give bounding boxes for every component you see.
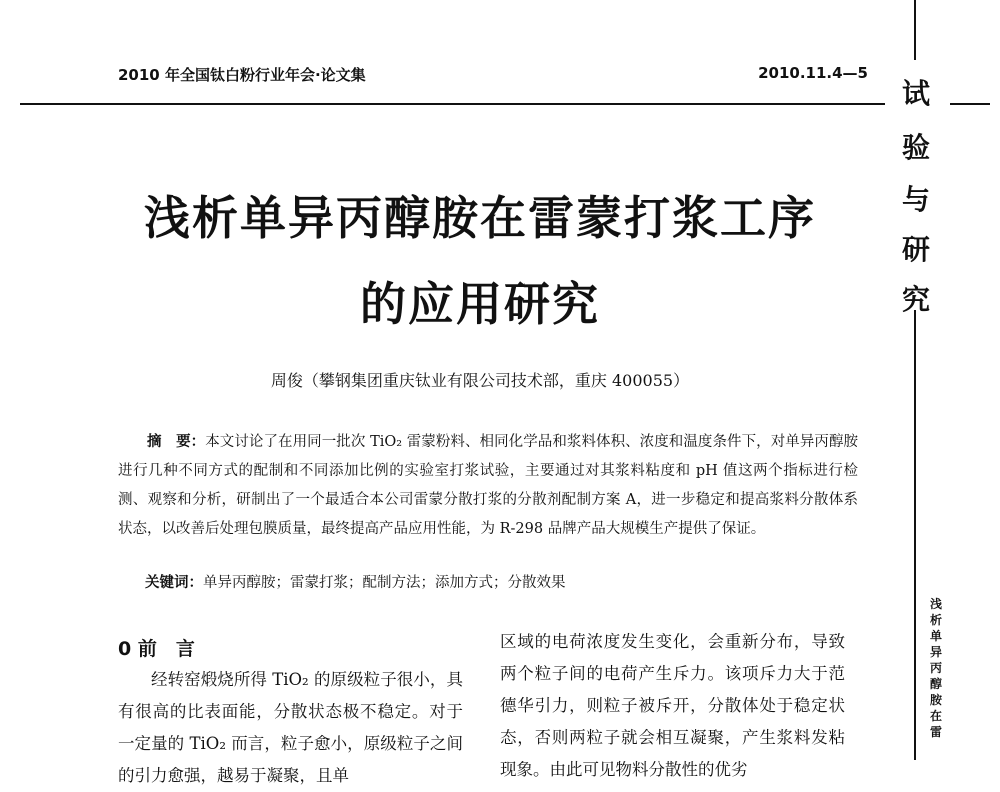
abstract	[118, 428, 858, 544]
running-header-date: 2010.11.4—5	[758, 64, 868, 82]
header-rule-right	[950, 103, 990, 105]
header-rule	[20, 103, 885, 105]
abstract-label: 摘 要：	[147, 434, 206, 450]
author-affiliation: 周俊（攀钢集团重庆钛业有限公司技术部，重庆 400055）	[270, 371, 690, 390]
section-label-char: 试	[901, 77, 930, 110]
paper-title-line-1: 浅析单异丙醇胺在雷蒙打浆工序	[144, 191, 816, 245]
section-label-char: 验	[901, 131, 930, 164]
section-label-char: 研	[901, 233, 930, 266]
side-divider-top	[914, 0, 916, 60]
body-column-right: 区域的电荷浓度发生变化，会重新分布，导致两个粒子间的电荷产生斥力。该项斥力大于范德华引力，则粒子被斥开，分散体处于稳定状态，否则两粒子就会相互凝聚，产生浆料发粘现象。由此可见物料分散性的优劣	[500, 632, 845, 779]
side-title-char: 胺	[929, 693, 942, 707]
side-title-char: 单	[929, 629, 942, 643]
side-title-char: 醇	[929, 677, 942, 691]
side-title-char: 异	[929, 645, 942, 659]
side-divider	[914, 310, 916, 760]
side-title-char: 在	[929, 709, 942, 723]
section-label-char: 究	[901, 283, 930, 316]
section-heading: 0 前 言	[118, 638, 195, 660]
paper-title-line-2: 的应用研究	[360, 277, 600, 331]
side-title-char: 雷	[929, 725, 942, 739]
side-title-char: 丙	[929, 661, 942, 675]
keywords-label: 关键词：	[145, 575, 203, 591]
keywords-text: 单异丙醇胺；雷蒙打浆；配制方法；添加方式；分散效果	[203, 575, 566, 591]
running-header-left: 2010 年全国钛白粉行业年会·论文集	[118, 66, 366, 84]
side-title-char: 浅	[929, 597, 942, 611]
side-running-title	[926, 596, 946, 740]
body-column-left: 经转窑煅烧所得 TiO₂ 的原级粒子很小，具有很高的比表面能，分散状态极不稳定。对于一定量的 TiO₂ 而言，粒子愈小，原级粒子之间的引力愈强，越易于凝聚，且单	[118, 670, 463, 785]
section-label-char: 与	[901, 183, 930, 216]
keywords	[145, 571, 845, 592]
abstract-text: 本文讨论了在用同一批次 TiO₂ 雷蒙粉料、相同化学品和浆料体积、浓度和温度条件下，对单异丙醇胺进行几种不同方式的配制和不同添加比例的实验室打浆试验，主要通过对其浆料粘度和 pH 值这两个指标进行检测、观察和分析，研制出了一个最适合本公司雷蒙分散打浆的分散剂配制方案 A，进一步稳定和提高浆料分散体系状态，以改善后处理包膜质量，最终提高产品应用性能，为 R-298 品牌产品大规模生产提供了保证。	[118, 434, 859, 537]
side-title-char: 析	[929, 613, 942, 627]
